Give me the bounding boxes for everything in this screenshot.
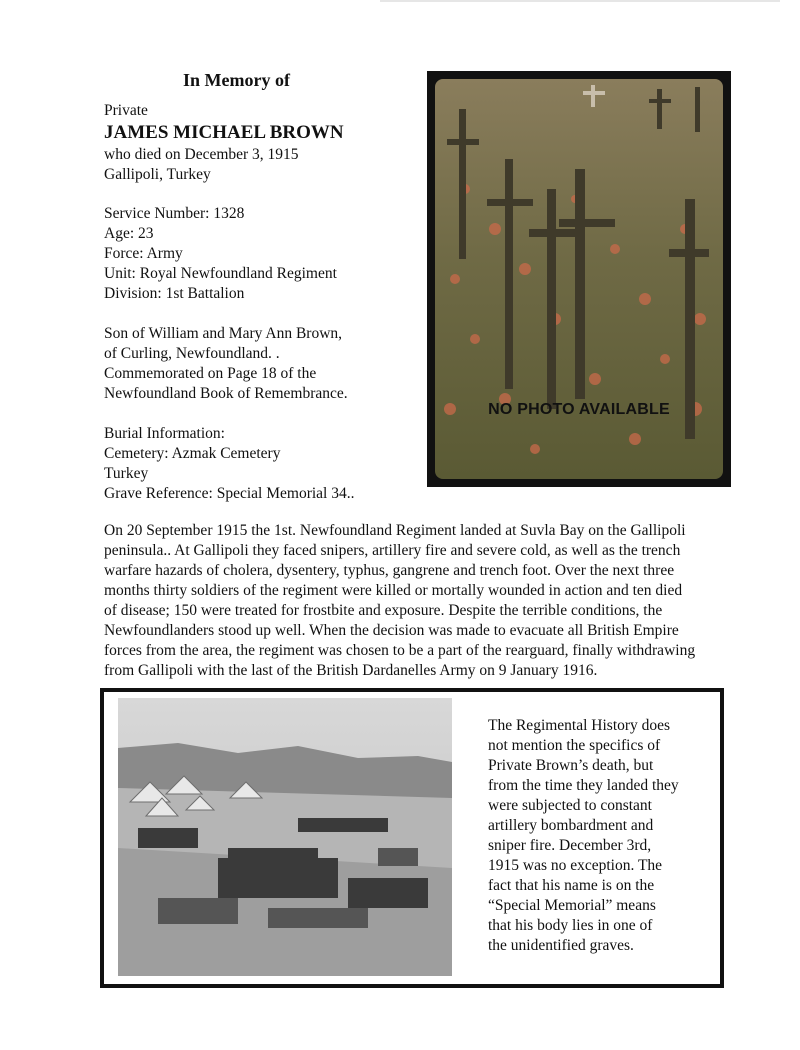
family-line: of Curling, Newfoundland. . (104, 345, 280, 362)
family-line: Son of William and Mary Ann Brown, (104, 325, 343, 342)
photo-frame (427, 71, 731, 487)
history-line: that his body lies in one of (488, 917, 653, 934)
narrative-line: months thirty soldiers of the regiment were killed or mortally wounded in action and ten died (104, 582, 683, 599)
memorial-identity (104, 101, 344, 185)
division: Division: 1st Battalion (104, 285, 245, 302)
cemetery: Cemetery: Azmak Cemetery (104, 445, 281, 462)
narrative-line: peninsula.. At Gallipoli they faced snipers, artillery fire and severe cold, as well as the trench (104, 542, 681, 559)
death-date: who died on December 3, 1915 (104, 146, 299, 163)
narrative-paragraph (104, 521, 754, 681)
history-line: sniper fire. December 3rd, (488, 837, 652, 854)
top-rule (380, 0, 780, 2)
history-line: Private Brown’s death, but (488, 757, 654, 774)
family-line: Commemorated on Page 18 of the (104, 365, 317, 382)
burial-heading: Burial Information: (104, 425, 225, 442)
family-details (104, 324, 348, 404)
family-line: Newfoundland Book of Remembrance. (104, 385, 348, 402)
crosses-painting (435, 79, 723, 479)
no-photo-caption: NO PHOTO AVAILABLE (488, 401, 670, 418)
death-place: Gallipoli, Turkey (104, 166, 211, 183)
history-line: from the time they landed they (488, 777, 679, 794)
unit: Unit: Royal Newfoundland Regiment (104, 265, 337, 282)
gallipoli-camp-photo (118, 698, 452, 976)
narrative-line: forces from the area, the regiment was chosen to be a part of the rearguard, finally withdrawing (104, 642, 696, 659)
age: Age: 23 (104, 225, 154, 242)
history-box (100, 688, 724, 988)
narrative-line: On 20 September 1915 the 1st. Newfoundland Regiment landed at Suvla Bay on the Gallipoli (104, 522, 686, 539)
history-line: 1915 was no exception. The (488, 857, 663, 874)
history-line: were subjected to constant (488, 797, 652, 814)
history-line: “Special Memorial” means (488, 897, 656, 914)
service-details (104, 204, 337, 304)
memorial-heading: In Memory of (183, 70, 290, 90)
history-line: not mention the specifics of (488, 737, 661, 754)
grave-reference: Grave Reference: Special Memorial 34.. (104, 485, 355, 502)
force: Force: Army (104, 245, 183, 262)
regimental-history (488, 716, 679, 956)
burial-details (104, 424, 354, 504)
burial-country: Turkey (104, 465, 149, 482)
narrative-line: from Gallipoli with the last of the British Dardanelles Army on 9 January 1916. (104, 662, 598, 679)
history-line: The Regimental History does (488, 717, 671, 734)
soldier-name: JAMES MICHAEL BROWN (104, 122, 344, 143)
service-number: Service Number: 1328 (104, 205, 245, 222)
history-line: the unidentified graves. (488, 937, 634, 954)
history-line: artillery bombardment and (488, 817, 654, 834)
narrative-line: of disease; 150 were treated for frostbite and exposure. Despite the terrible conditions, the (104, 602, 663, 619)
rank: Private (104, 102, 148, 119)
narrative-line: Newfoundlanders stood up well. When the decision was made to evacuate all British Empire (104, 622, 679, 639)
history-line: fact that his name is on the (488, 877, 655, 894)
narrative-line: warfare hazards of cholera, dysentery, typhus, gangrene and trench foot. Over the next three (104, 562, 675, 579)
